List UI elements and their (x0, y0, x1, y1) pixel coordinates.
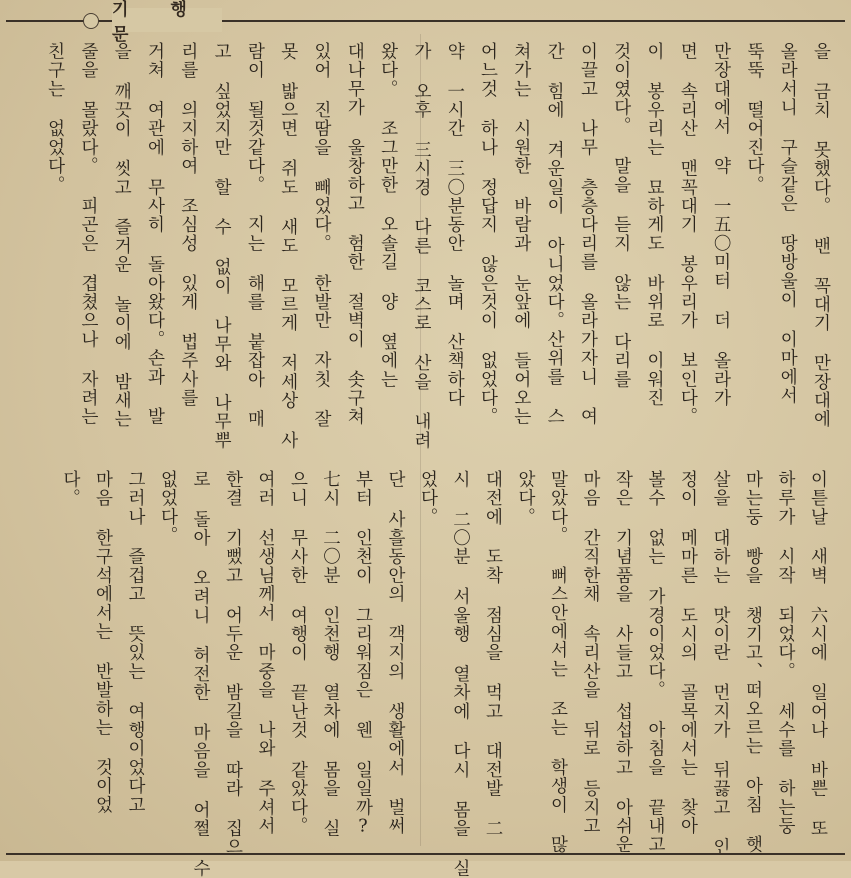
text-column: 리를 의지하여 조심성 있게 법주사를 (178, 42, 199, 408)
text-column: 어느것 하나 정답지 않은것이 없었다。 (478, 42, 498, 426)
header-title: 기 행 문 (112, 0, 205, 45)
text-column: 하루가 시작 되었다。 세수를 하는둥 (775, 470, 796, 836)
text-column: 이 봉우리는 묘하게도 바위로 이워진 (644, 42, 665, 408)
text-column: 이끌고 나무 층층다리를 올라가자니 여 (577, 42, 598, 426)
text-column: 여러 선생님께서 마중을 나와 주셔서 (255, 470, 276, 836)
text-column: 작은 기념품을 사들고 섭섭하고 아쉬운 (613, 470, 633, 854)
text-column: 람이 될것같다。 지는 해를 붙잡아 매 (244, 42, 265, 429)
text-column: 친구는 없었다。 (45, 42, 66, 195)
text-column: 가 오후 三시경 다른 코스로 산을 내려 (411, 42, 432, 450)
text-column: 마는둥 빵을 챙기고、떠오르는 아침 햇 (743, 470, 763, 854)
text-column: 살을 대하는 맛이란 먼지가 뒤끓고 인 (710, 470, 731, 857)
text-column: 약 一시간 三〇분동안 놀며 산책하다 (444, 42, 465, 408)
text-column: 七시 二〇분 인천행 열차에 몸을 실 (320, 470, 341, 838)
text-column: 있어 진땀을 빼었다。 한발만 자칫 잘 (311, 42, 332, 429)
text-column: 시 二〇분 서울행 열차에 다시 몸을 실 (450, 470, 471, 878)
text-column: 을 깨끗이 씻고 즐거운 놀이에 밤새는 (111, 42, 132, 429)
text-column: 면 속리산 맨꼭대기 봉우리가 보인다。 (677, 42, 698, 426)
text-column: 부터 인천이 그리워짐은 웬 일일까? (353, 470, 373, 838)
text-column: 그러나 즐겁고 뜻있는 여행이었다고 (125, 470, 146, 815)
text-column: 못 밟으면 쥐도 새도 모르게 저세상 사 (278, 42, 299, 450)
text-column: 을 금치 못했다。 밴 꼭대기 만장대에 (811, 42, 831, 429)
text-column: 볼수 없는 가경이었다。 아침을 끝내고 (645, 470, 666, 854)
text-column: 간 힘에 겨운일이 아니었다。산위를 스 (544, 42, 565, 426)
text-column: 대나무가 울창하고 험한 절벽이 솟구쳐 (344, 42, 365, 426)
text-column: 줄을 몰랐다。 피곤은 겹쳤으나 자려는 (78, 42, 99, 426)
text-column: 단 사흘동안의 객지의 생활에서 벌써 (385, 470, 406, 836)
text-column: 것이였다。 말을 듣지 않는 다리를 (611, 42, 632, 389)
text-column: 으니 무사한 여행이 끝난것 같았다。 (288, 470, 308, 836)
text-column: 뚝뚝 떨어진다。 (744, 42, 765, 195)
text-column: 한결 기뻤고 어두운 밤길을 따라 집으 (223, 470, 243, 857)
text-column: 마음 간직한채 속리산을 뒤로 등지고 (580, 470, 601, 836)
bottom-rule (6, 853, 845, 855)
text-column: 올라서니 구슬같은 땅방울이 이마에서 (777, 42, 798, 405)
section-header (112, 0, 222, 45)
text-column: 만장대에서 약 一五〇미터 더 올라가 (711, 42, 732, 408)
text-column: 정이 메마른 도시의 골목에서는 찾아 (678, 470, 698, 836)
text-column: 마음 한구석에서는 반발하는 것이었 (93, 470, 113, 815)
text-column: 다。 (60, 470, 81, 508)
text-column: 로 돌아 오려니 허전한 마음을 어쩔 수 (190, 470, 211, 878)
text-column: 쳐가는 시원한 바람과 눈앞에 들어오는 (511, 42, 532, 426)
text-column: 았다。 (515, 470, 536, 527)
text-column: 이튿날 새벽 六시에 일어나 바쁜 또 (808, 470, 828, 838)
text-column: 고 싶었지만 할 수 없이 나무와 나무뿌 (211, 42, 232, 450)
circle-ornament (83, 13, 99, 29)
text-column: 었다。 (418, 470, 438, 527)
text-column: 거쳐 여관에 무사히 돌아왔다。손과 발 (145, 42, 165, 426)
text-column: 말았다。 뻐스안에서는 조는 학생이 많 (548, 470, 568, 854)
text-column: 없었다。 (158, 470, 178, 545)
text-column: 대전에 도착 점심을 먹고 대전발 二 (483, 470, 503, 838)
text-column: 왔다。 조그만한 오솔길 양 옆에는 (378, 42, 399, 389)
